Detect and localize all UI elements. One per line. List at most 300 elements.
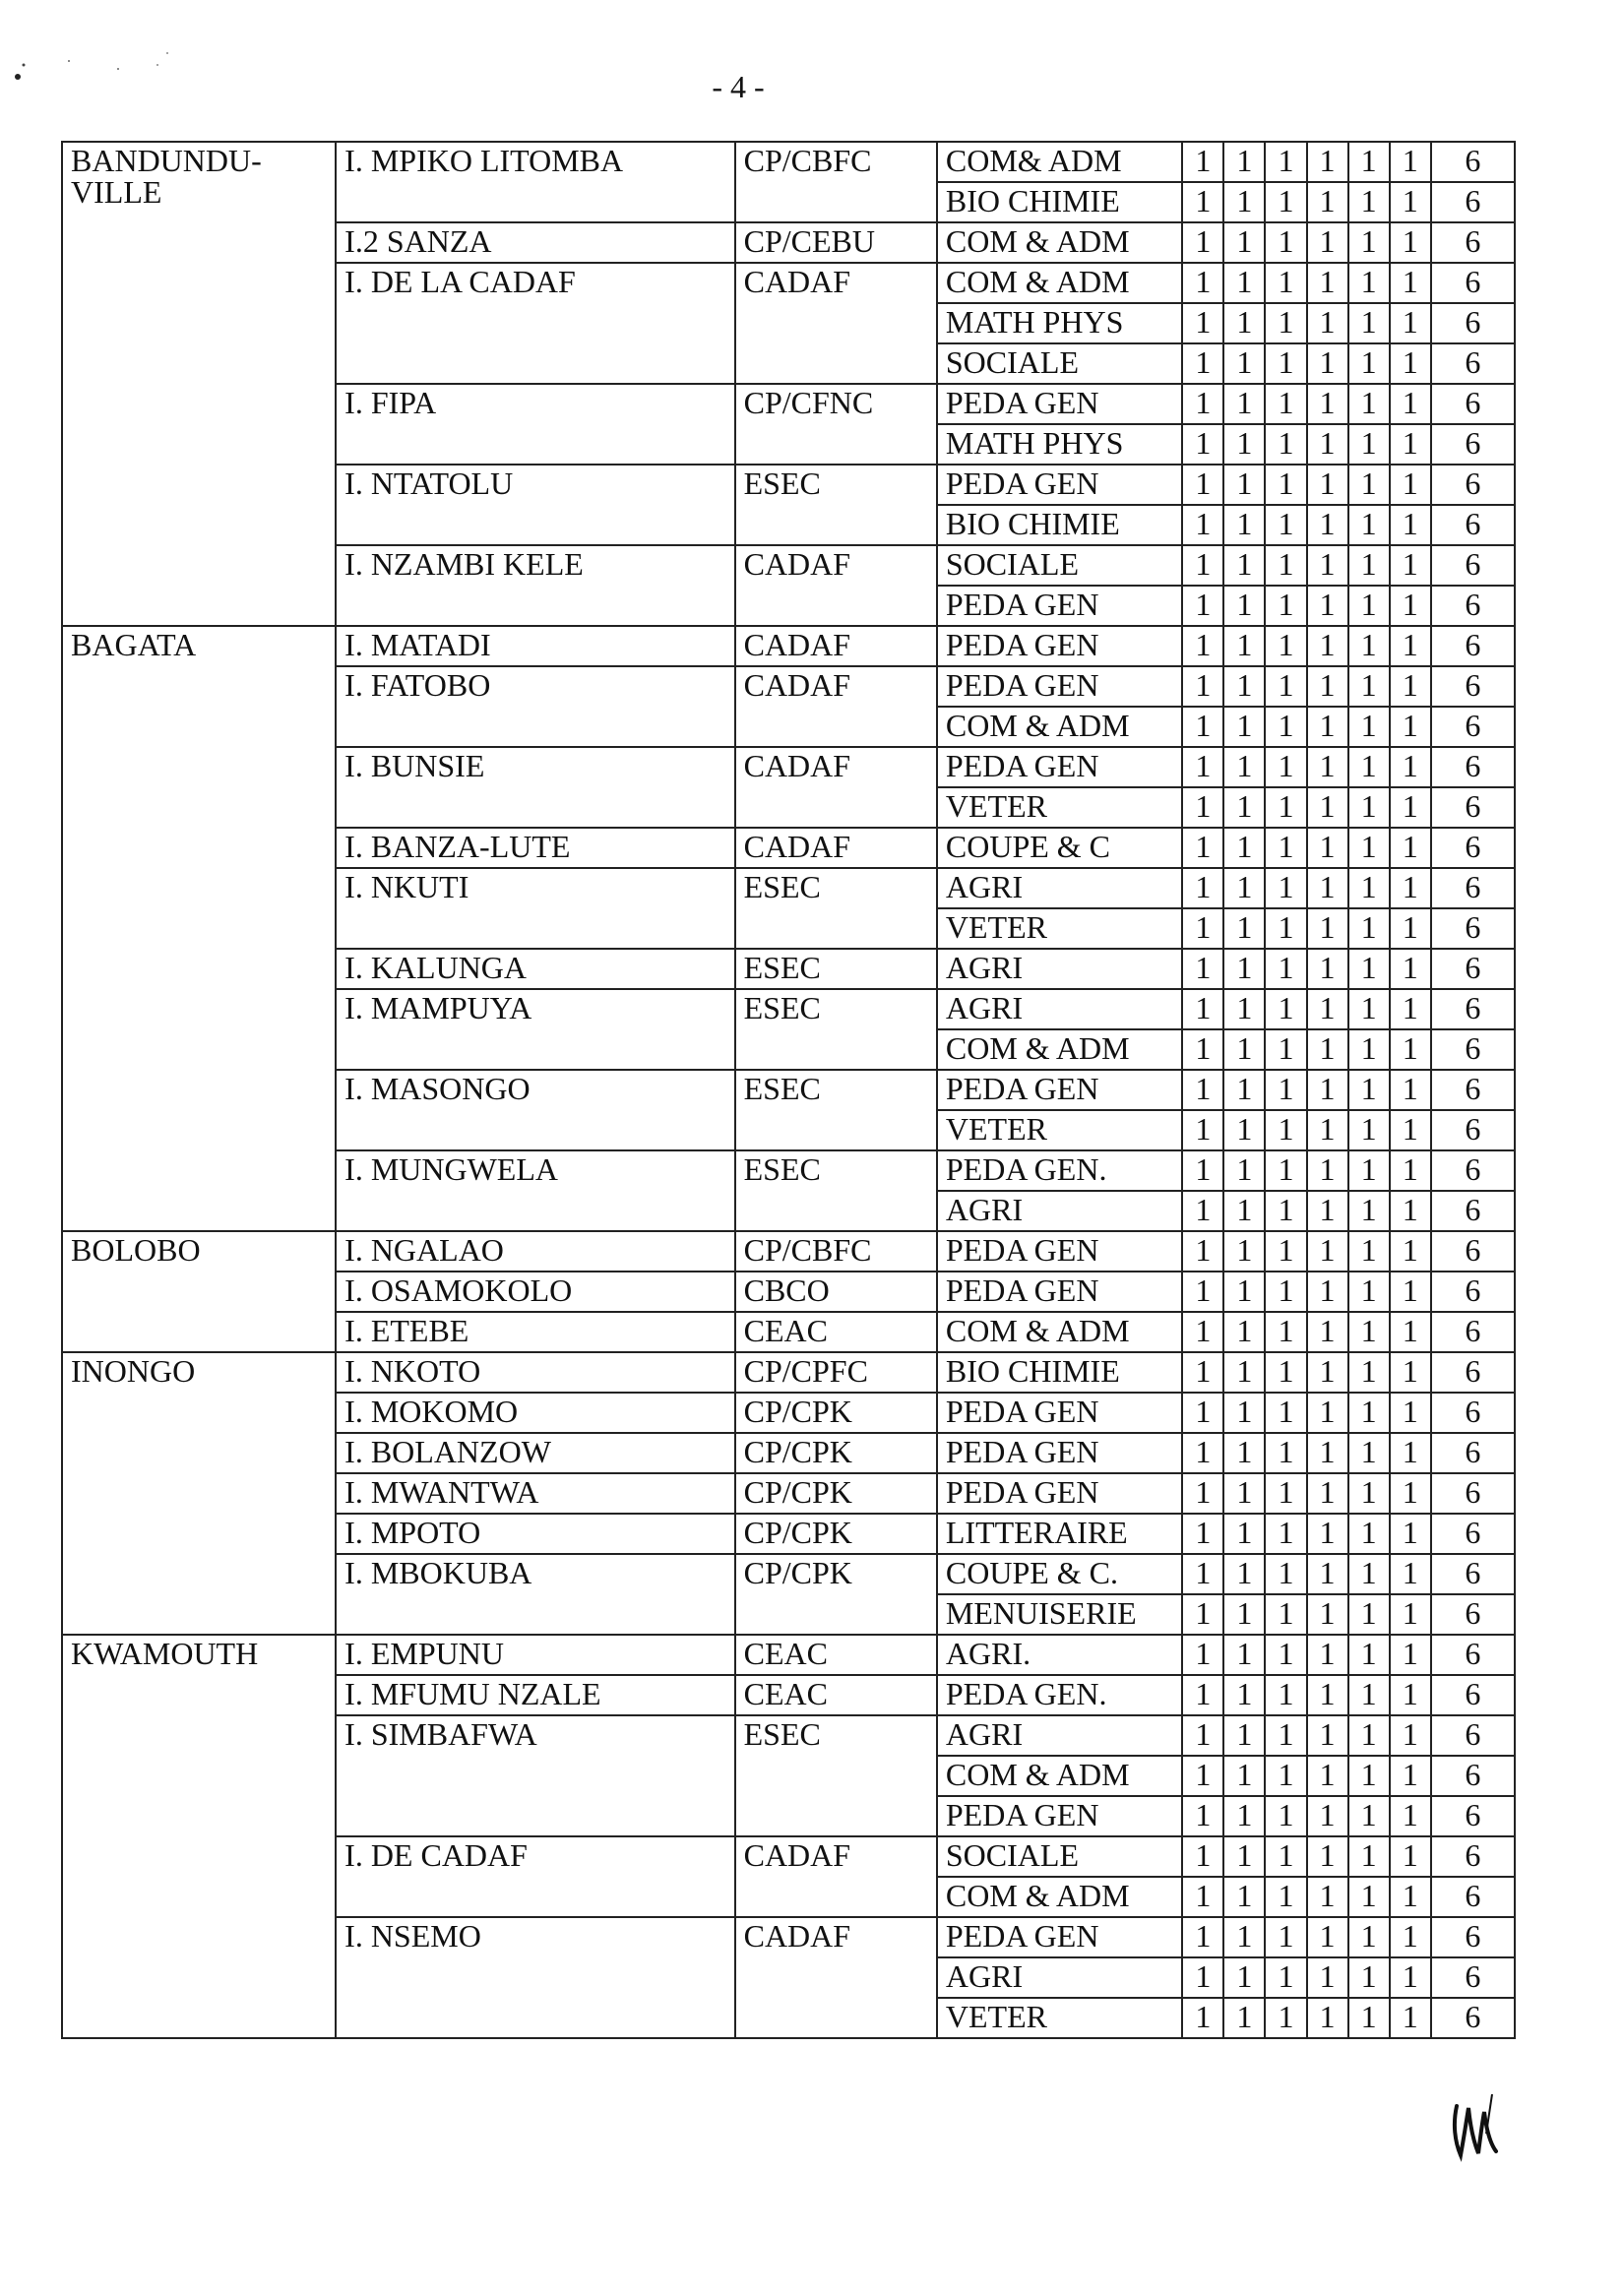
- total-cell: 6: [1431, 1231, 1515, 1272]
- count-cell: 1: [1390, 1191, 1431, 1231]
- count-cell: 1: [1223, 1877, 1265, 1917]
- option-cell: COUPE & C.: [937, 1554, 1182, 1594]
- count-cell: 1: [1223, 1191, 1265, 1231]
- option-cell: AGRI: [937, 989, 1182, 1029]
- option-cell: PEDA GEN: [937, 626, 1182, 666]
- code-cell: ESEC: [735, 949, 937, 989]
- count-cell: 1: [1307, 465, 1348, 505]
- count-cell: 1: [1265, 1796, 1306, 1836]
- total-cell: 6: [1431, 1635, 1515, 1675]
- count-cell: 1: [1348, 1352, 1390, 1393]
- count-cell: 1: [1223, 1635, 1265, 1675]
- count-cell: 1: [1265, 908, 1306, 949]
- count-cell: 1: [1390, 1393, 1431, 1433]
- count-cell: 1: [1223, 586, 1265, 626]
- count-cell: 1: [1182, 747, 1223, 787]
- option-cell: SOCIALE: [937, 343, 1182, 384]
- count-cell: 1: [1348, 1312, 1390, 1352]
- institution-cell: I. NKUTI: [336, 868, 734, 949]
- count-cell: 1: [1182, 505, 1223, 545]
- count-cell: 1: [1390, 908, 1431, 949]
- total-cell: 6: [1431, 1877, 1515, 1917]
- count-cell: 1: [1223, 545, 1265, 586]
- count-cell: 1: [1348, 787, 1390, 828]
- count-cell: 1: [1265, 1393, 1306, 1433]
- count-cell: 1: [1307, 787, 1348, 828]
- institution-cell: I. SIMBAFWA: [336, 1715, 734, 1836]
- option-cell: BIO CHIMIE: [937, 182, 1182, 222]
- option-cell: AGRI: [937, 868, 1182, 908]
- count-cell: 1: [1307, 182, 1348, 222]
- count-cell: 1: [1182, 1393, 1223, 1433]
- district-cell: INONGO: [62, 1352, 336, 1635]
- count-cell: 1: [1348, 1675, 1390, 1715]
- count-cell: 1: [1390, 1352, 1431, 1393]
- code-cell: CP/CPK: [735, 1393, 937, 1433]
- count-cell: 1: [1390, 1836, 1431, 1877]
- code-cell: CEAC: [735, 1635, 937, 1675]
- count-cell: 1: [1265, 747, 1306, 787]
- count-cell: 1: [1182, 424, 1223, 465]
- total-cell: 6: [1431, 908, 1515, 949]
- count-cell: 1: [1348, 424, 1390, 465]
- count-cell: 1: [1182, 1110, 1223, 1150]
- count-cell: 1: [1307, 1433, 1348, 1473]
- count-cell: 1: [1390, 1272, 1431, 1312]
- count-cell: 1: [1265, 1110, 1306, 1150]
- district-cell: BANDUNDU-VILLE: [62, 142, 336, 626]
- option-cell: AGRI.: [937, 1635, 1182, 1675]
- count-cell: 1: [1265, 1554, 1306, 1594]
- total-cell: 6: [1431, 868, 1515, 908]
- count-cell: 1: [1223, 1352, 1265, 1393]
- count-cell: 1: [1182, 1231, 1223, 1272]
- option-cell: COM & ADM: [937, 707, 1182, 747]
- count-cell: 1: [1307, 142, 1348, 182]
- count-cell: 1: [1223, 1433, 1265, 1473]
- count-cell: 1: [1348, 1070, 1390, 1110]
- institution-cell: I. MASONGO: [336, 1070, 734, 1150]
- count-cell: 1: [1265, 1514, 1306, 1554]
- count-cell: 1: [1223, 1393, 1265, 1433]
- allocation-table: [61, 141, 1516, 2039]
- institution-cell: I. MFUMU NZALE: [336, 1675, 734, 1715]
- total-cell: 6: [1431, 1796, 1515, 1836]
- code-cell: CADAF: [735, 545, 937, 626]
- count-cell: 1: [1348, 1715, 1390, 1756]
- option-cell: VETER: [937, 1110, 1182, 1150]
- total-cell: 6: [1431, 1756, 1515, 1796]
- count-cell: 1: [1390, 747, 1431, 787]
- count-cell: 1: [1307, 908, 1348, 949]
- count-cell: 1: [1223, 747, 1265, 787]
- count-cell: 1: [1265, 1675, 1306, 1715]
- option-cell: COM & ADM: [937, 263, 1182, 303]
- count-cell: 1: [1348, 666, 1390, 707]
- count-cell: 1: [1223, 908, 1265, 949]
- count-cell: 1: [1390, 989, 1431, 1029]
- count-cell: 1: [1265, 1473, 1306, 1514]
- count-cell: 1: [1265, 343, 1306, 384]
- count-cell: 1: [1390, 586, 1431, 626]
- code-cell: CADAF: [735, 626, 937, 666]
- count-cell: 1: [1182, 949, 1223, 989]
- count-cell: 1: [1223, 343, 1265, 384]
- page-number: - 4 -: [712, 69, 765, 104]
- institution-cell: I. BANZA-LUTE: [336, 828, 734, 868]
- count-cell: 1: [1182, 828, 1223, 868]
- institution-cell: I. ETEBE: [336, 1312, 734, 1352]
- option-cell: SOCIALE: [937, 1836, 1182, 1877]
- count-cell: 1: [1390, 263, 1431, 303]
- count-cell: 1: [1182, 1473, 1223, 1514]
- option-cell: COM & ADM: [937, 222, 1182, 263]
- count-cell: 1: [1223, 787, 1265, 828]
- count-cell: 1: [1307, 1917, 1348, 1957]
- count-cell: 1: [1390, 1877, 1431, 1917]
- count-cell: 1: [1390, 1514, 1431, 1554]
- count-cell: 1: [1265, 303, 1306, 343]
- option-cell: AGRI: [937, 949, 1182, 989]
- count-cell: 1: [1390, 1231, 1431, 1272]
- option-cell: COM & ADM: [937, 1877, 1182, 1917]
- count-cell: 1: [1307, 747, 1348, 787]
- count-cell: 1: [1223, 1514, 1265, 1554]
- count-cell: 1: [1182, 1352, 1223, 1393]
- institution-cell: I. BOLANZOW: [336, 1433, 734, 1473]
- count-cell: 1: [1348, 1877, 1390, 1917]
- count-cell: 1: [1348, 908, 1390, 949]
- count-cell: 1: [1265, 1715, 1306, 1756]
- institution-cell: I.2 SANZA: [336, 222, 734, 263]
- table-row: [62, 1352, 1515, 1393]
- institution-cell: I. BUNSIE: [336, 747, 734, 828]
- count-cell: 1: [1182, 1836, 1223, 1877]
- count-cell: 1: [1265, 949, 1306, 989]
- count-cell: 1: [1223, 1594, 1265, 1635]
- count-cell: 1: [1182, 1675, 1223, 1715]
- count-cell: 1: [1348, 1393, 1390, 1433]
- option-cell: MATH PHYS: [937, 303, 1182, 343]
- count-cell: 1: [1307, 1675, 1348, 1715]
- count-cell: 1: [1307, 949, 1348, 989]
- count-cell: 1: [1182, 1070, 1223, 1110]
- institution-cell: I. MPOTO: [336, 1514, 734, 1554]
- count-cell: 1: [1348, 1554, 1390, 1594]
- count-cell: 1: [1182, 1796, 1223, 1836]
- count-cell: 1: [1182, 1635, 1223, 1675]
- count-cell: 1: [1223, 1272, 1265, 1312]
- total-cell: 6: [1431, 1514, 1515, 1554]
- institution-cell: I. MAMPUYA: [336, 989, 734, 1070]
- code-cell: CEAC: [735, 1312, 937, 1352]
- count-cell: 1: [1307, 222, 1348, 263]
- count-cell: 1: [1182, 343, 1223, 384]
- count-cell: 1: [1390, 707, 1431, 747]
- count-cell: 1: [1307, 1191, 1348, 1231]
- count-cell: 1: [1390, 1473, 1431, 1514]
- count-cell: 1: [1265, 1191, 1306, 1231]
- count-cell: 1: [1223, 1473, 1265, 1514]
- code-cell: CADAF: [735, 747, 937, 828]
- count-cell: 1: [1307, 1272, 1348, 1312]
- count-cell: 1: [1223, 1554, 1265, 1594]
- count-cell: 1: [1348, 545, 1390, 586]
- count-cell: 1: [1348, 384, 1390, 424]
- option-cell: AGRI: [937, 1191, 1182, 1231]
- option-cell: COM& ADM: [937, 142, 1182, 182]
- option-cell: VETER: [937, 1998, 1182, 2038]
- count-cell: 1: [1265, 1150, 1306, 1191]
- count-cell: 1: [1307, 303, 1348, 343]
- count-cell: 1: [1265, 1957, 1306, 1998]
- option-cell: PEDA GEN: [937, 384, 1182, 424]
- count-cell: 1: [1390, 1070, 1431, 1110]
- count-cell: 1: [1348, 828, 1390, 868]
- option-cell: PEDA GEN: [937, 465, 1182, 505]
- count-cell: 1: [1265, 1917, 1306, 1957]
- count-cell: 1: [1390, 666, 1431, 707]
- count-cell: 1: [1265, 666, 1306, 707]
- count-cell: 1: [1265, 545, 1306, 586]
- count-cell: 1: [1265, 1756, 1306, 1796]
- count-cell: 1: [1182, 1715, 1223, 1756]
- count-cell: 1: [1265, 1594, 1306, 1635]
- institution-cell: I. FIPA: [336, 384, 734, 465]
- count-cell: 1: [1307, 626, 1348, 666]
- count-cell: 1: [1223, 626, 1265, 666]
- count-cell: 1: [1390, 1110, 1431, 1150]
- signature-initials: [1447, 2094, 1506, 2163]
- count-cell: 1: [1223, 1756, 1265, 1796]
- institution-cell: I. KALUNGA: [336, 949, 734, 989]
- count-cell: 1: [1265, 1070, 1306, 1110]
- count-cell: 1: [1348, 1635, 1390, 1675]
- count-cell: 1: [1307, 707, 1348, 747]
- total-cell: 6: [1431, 626, 1515, 666]
- total-cell: 6: [1431, 343, 1515, 384]
- count-cell: 1: [1223, 666, 1265, 707]
- count-cell: 1: [1265, 1231, 1306, 1272]
- code-cell: CBCO: [735, 1272, 937, 1312]
- total-cell: 6: [1431, 1433, 1515, 1473]
- total-cell: 6: [1431, 182, 1515, 222]
- count-cell: 1: [1390, 545, 1431, 586]
- count-cell: 1: [1223, 1312, 1265, 1352]
- count-cell: 1: [1265, 1433, 1306, 1473]
- code-cell: ESEC: [735, 1150, 937, 1231]
- count-cell: 1: [1265, 424, 1306, 465]
- total-cell: 6: [1431, 1998, 1515, 2038]
- count-cell: 1: [1182, 1272, 1223, 1312]
- institution-cell: I. MPIKO LITOMBA: [336, 142, 734, 222]
- count-cell: 1: [1182, 989, 1223, 1029]
- institution-cell: I. NKOTO: [336, 1352, 734, 1393]
- count-cell: 1: [1265, 989, 1306, 1029]
- option-cell: PEDA GEN: [937, 586, 1182, 626]
- code-cell: CADAF: [735, 666, 937, 747]
- count-cell: 1: [1307, 424, 1348, 465]
- institution-cell: I. NZAMBI KELE: [336, 545, 734, 626]
- count-cell: 1: [1390, 222, 1431, 263]
- count-cell: 1: [1348, 1110, 1390, 1150]
- count-cell: 1: [1265, 465, 1306, 505]
- count-cell: 1: [1307, 868, 1348, 908]
- count-cell: 1: [1223, 868, 1265, 908]
- count-cell: 1: [1182, 142, 1223, 182]
- total-cell: 6: [1431, 1352, 1515, 1393]
- count-cell: 1: [1223, 222, 1265, 263]
- count-cell: 1: [1307, 828, 1348, 868]
- total-cell: 6: [1431, 989, 1515, 1029]
- count-cell: 1: [1265, 1272, 1306, 1312]
- district-cell: BAGATA: [62, 626, 336, 1231]
- count-cell: 1: [1223, 1029, 1265, 1070]
- total-cell: 6: [1431, 1473, 1515, 1514]
- district-cell: KWAMOUTH: [62, 1635, 336, 2038]
- total-cell: 6: [1431, 505, 1515, 545]
- total-cell: 6: [1431, 1957, 1515, 1998]
- count-cell: 1: [1307, 1231, 1348, 1272]
- count-cell: 1: [1390, 1312, 1431, 1352]
- count-cell: 1: [1223, 1998, 1265, 2038]
- code-cell: CADAF: [735, 828, 937, 868]
- count-cell: 1: [1307, 1998, 1348, 2038]
- count-cell: 1: [1223, 949, 1265, 989]
- count-cell: 1: [1307, 1473, 1348, 1514]
- count-cell: 1: [1265, 182, 1306, 222]
- count-cell: 1: [1265, 586, 1306, 626]
- count-cell: 1: [1182, 787, 1223, 828]
- total-cell: 6: [1431, 545, 1515, 586]
- count-cell: 1: [1348, 142, 1390, 182]
- count-cell: 1: [1182, 1917, 1223, 1957]
- count-cell: 1: [1348, 1836, 1390, 1877]
- option-cell: BIO CHIMIE: [937, 505, 1182, 545]
- count-cell: 1: [1348, 1433, 1390, 1473]
- count-cell: 1: [1307, 1957, 1348, 1998]
- institution-cell: I. MUNGWELA: [336, 1150, 734, 1231]
- count-cell: 1: [1265, 384, 1306, 424]
- count-cell: 1: [1223, 1110, 1265, 1150]
- count-cell: 1: [1223, 465, 1265, 505]
- count-cell: 1: [1182, 1029, 1223, 1070]
- code-cell: CP/CPK: [735, 1473, 937, 1514]
- code-cell: CP/CPK: [735, 1554, 937, 1635]
- count-cell: 1: [1223, 1070, 1265, 1110]
- count-cell: 1: [1307, 1514, 1348, 1554]
- code-cell: CEAC: [735, 1675, 937, 1715]
- code-cell: CP/CPFC: [735, 1352, 937, 1393]
- code-cell: ESEC: [735, 989, 937, 1070]
- count-cell: 1: [1182, 707, 1223, 747]
- count-cell: 1: [1348, 949, 1390, 989]
- count-cell: 1: [1223, 142, 1265, 182]
- count-cell: 1: [1390, 1715, 1431, 1756]
- count-cell: 1: [1307, 1877, 1348, 1917]
- count-cell: 1: [1223, 424, 1265, 465]
- count-cell: 1: [1348, 626, 1390, 666]
- count-cell: 1: [1348, 1514, 1390, 1554]
- count-cell: 1: [1348, 747, 1390, 787]
- count-cell: 1: [1307, 263, 1348, 303]
- institution-cell: I. MATADI: [336, 626, 734, 666]
- count-cell: 1: [1265, 707, 1306, 747]
- count-cell: 1: [1390, 303, 1431, 343]
- count-cell: 1: [1223, 1715, 1265, 1756]
- count-cell: 1: [1307, 1796, 1348, 1836]
- count-cell: 1: [1307, 1029, 1348, 1070]
- count-cell: 1: [1390, 828, 1431, 868]
- option-cell: PEDA GEN: [937, 1433, 1182, 1473]
- count-cell: 1: [1348, 222, 1390, 263]
- institution-cell: I. NGALAO: [336, 1231, 734, 1272]
- count-cell: 1: [1307, 586, 1348, 626]
- count-cell: 1: [1182, 465, 1223, 505]
- count-cell: 1: [1265, 1352, 1306, 1393]
- count-cell: 1: [1182, 1877, 1223, 1917]
- count-cell: 1: [1390, 142, 1431, 182]
- total-cell: 6: [1431, 787, 1515, 828]
- total-cell: 6: [1431, 1029, 1515, 1070]
- code-cell: ESEC: [735, 465, 937, 545]
- option-cell: PEDA GEN: [937, 1231, 1182, 1272]
- option-cell: PEDA GEN: [937, 747, 1182, 787]
- total-cell: 6: [1431, 424, 1515, 465]
- count-cell: 1: [1390, 1957, 1431, 1998]
- table-row: [62, 626, 1515, 666]
- count-cell: 1: [1182, 1433, 1223, 1473]
- count-cell: 1: [1223, 1675, 1265, 1715]
- count-cell: 1: [1223, 303, 1265, 343]
- count-cell: 1: [1265, 1998, 1306, 2038]
- option-cell: MATH PHYS: [937, 424, 1182, 465]
- option-cell: PEDA GEN.: [937, 1675, 1182, 1715]
- option-cell: AGRI: [937, 1957, 1182, 1998]
- count-cell: 1: [1182, 1554, 1223, 1594]
- total-cell: 6: [1431, 263, 1515, 303]
- count-cell: 1: [1182, 1191, 1223, 1231]
- count-cell: 1: [1307, 1070, 1348, 1110]
- total-cell: 6: [1431, 666, 1515, 707]
- count-cell: 1: [1307, 384, 1348, 424]
- table-row: [62, 1231, 1515, 1272]
- count-cell: 1: [1390, 1635, 1431, 1675]
- count-cell: 1: [1265, 1029, 1306, 1070]
- total-cell: 6: [1431, 1836, 1515, 1877]
- count-cell: 1: [1390, 384, 1431, 424]
- code-cell: ESEC: [735, 1070, 937, 1150]
- option-cell: COM & ADM: [937, 1029, 1182, 1070]
- district-cell: BOLOBO: [62, 1231, 336, 1352]
- total-cell: 6: [1431, 1715, 1515, 1756]
- count-cell: 1: [1223, 1150, 1265, 1191]
- count-cell: 1: [1182, 1150, 1223, 1191]
- count-cell: 1: [1223, 182, 1265, 222]
- code-cell: CP/CEBU: [735, 222, 937, 263]
- total-cell: 6: [1431, 1312, 1515, 1352]
- total-cell: 6: [1431, 222, 1515, 263]
- count-cell: 1: [1265, 142, 1306, 182]
- count-cell: 1: [1182, 545, 1223, 586]
- count-cell: 1: [1265, 828, 1306, 868]
- count-cell: 1: [1390, 343, 1431, 384]
- count-cell: 1: [1348, 1473, 1390, 1514]
- institution-cell: I. DE LA CADAF: [336, 263, 734, 384]
- count-cell: 1: [1348, 586, 1390, 626]
- option-cell: VETER: [937, 908, 1182, 949]
- count-cell: 1: [1265, 222, 1306, 263]
